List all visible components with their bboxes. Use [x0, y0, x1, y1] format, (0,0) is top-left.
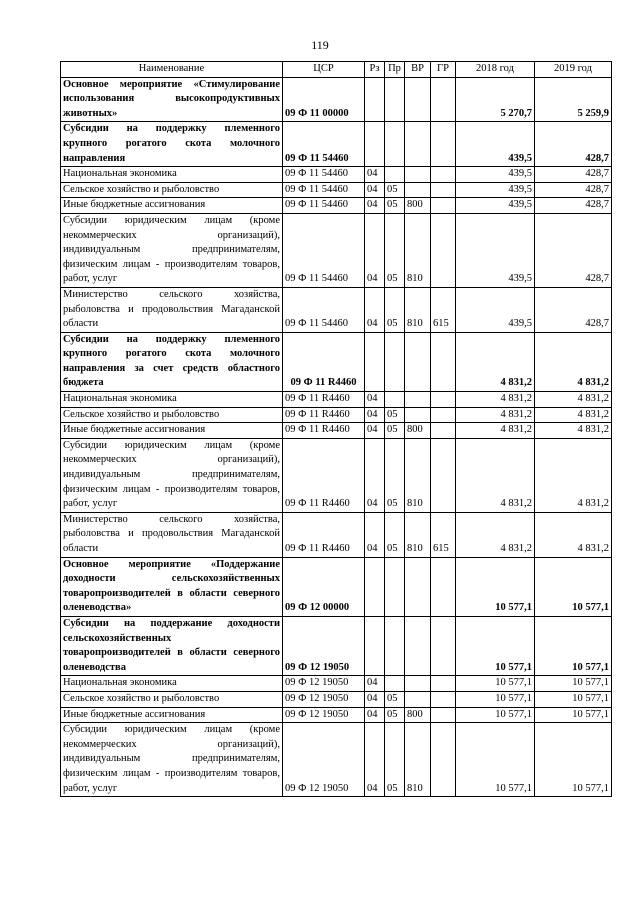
cell-rz: 04 — [365, 198, 385, 214]
cell-csr: 09 Ф 11 54460 — [283, 287, 365, 332]
cell-pr — [385, 676, 405, 692]
cell-gr — [431, 438, 456, 512]
cell-csr: 09 Ф 12 19050 — [283, 616, 365, 675]
cell-pr — [385, 616, 405, 675]
cell-csr: 09 Ф 11 54460 — [283, 198, 365, 214]
table-row — [61, 512, 612, 557]
cell-rz: 04 — [365, 691, 385, 707]
cell-rz: 04 — [365, 392, 385, 408]
table-row — [61, 676, 612, 692]
cell-csr: 09 Ф 11 54460 — [283, 182, 365, 198]
cell-pr — [385, 167, 405, 183]
header-gr: ГР — [431, 62, 456, 78]
cell-name: Субсидии на поддержание доходности сельскохозяйственных товаропроизводителей в области северного оленеводства — [61, 616, 283, 675]
cell-rz: 04 — [365, 512, 385, 557]
cell-rz — [365, 557, 385, 616]
table-row — [61, 407, 612, 423]
cell-2018: 4 831,2 — [456, 392, 535, 408]
cell-gr — [431, 423, 456, 439]
cell-name: Национальная экономика — [61, 676, 283, 692]
table-row — [61, 332, 612, 391]
cell-rz — [365, 332, 385, 391]
cell-name: Основное мероприятие «Стимулирование использования высокопродуктивных животных» — [61, 77, 283, 122]
cell-vr — [405, 77, 431, 122]
cell-pr: 05 — [385, 182, 405, 198]
cell-2018: 439,5 — [456, 198, 535, 214]
cell-gr — [431, 182, 456, 198]
cell-gr — [431, 392, 456, 408]
table-header-row — [61, 62, 612, 78]
cell-2019: 428,7 — [535, 213, 612, 287]
cell-gr — [431, 407, 456, 423]
table-row — [61, 287, 612, 332]
cell-2019: 10 577,1 — [535, 557, 612, 616]
budget-table — [60, 61, 612, 797]
cell-vr — [405, 616, 431, 675]
cell-csr: 09 Ф 11 54460 — [283, 122, 365, 167]
cell-name: Основное мероприятие «Поддержание доходности сельскохозяйственных товаропроизводителей в области северного оленеводства» — [61, 557, 283, 616]
table-row — [61, 616, 612, 675]
cell-name: Сельское хозяйство и рыболовство — [61, 182, 283, 198]
cell-rz: 04 — [365, 676, 385, 692]
cell-2019: 10 577,1 — [535, 616, 612, 675]
cell-rz: 04 — [365, 213, 385, 287]
table-row — [61, 707, 612, 723]
table-row — [61, 423, 612, 439]
cell-gr — [431, 122, 456, 167]
cell-pr: 05 — [385, 707, 405, 723]
cell-2018: 10 577,1 — [456, 676, 535, 692]
cell-vr — [405, 332, 431, 391]
cell-2019: 428,7 — [535, 167, 612, 183]
cell-csr: 09 Ф 12 00000 — [283, 557, 365, 616]
cell-gr: 615 — [431, 512, 456, 557]
cell-csr: 09 Ф 12 19050 — [283, 691, 365, 707]
table-row — [61, 438, 612, 512]
cell-rz: 04 — [365, 407, 385, 423]
table-row — [61, 723, 612, 797]
cell-gr — [431, 616, 456, 675]
cell-name: Национальная экономика — [61, 167, 283, 183]
cell-2018: 4 831,2 — [456, 512, 535, 557]
cell-pr — [385, 332, 405, 391]
cell-vr: 800 — [405, 198, 431, 214]
cell-2019: 4 831,2 — [535, 407, 612, 423]
cell-2018: 439,5 — [456, 213, 535, 287]
cell-name: Субсидии юридическим лицам (кроме некоммерческих организаций), индивидуальным предпринимателям, физическим лицам - производителям товаров, работ, услуг — [61, 723, 283, 797]
cell-name: Национальная экономика — [61, 392, 283, 408]
cell-pr: 05 — [385, 407, 405, 423]
cell-2018: 10 577,1 — [456, 616, 535, 675]
cell-rz: 04 — [365, 423, 385, 439]
table-row — [61, 182, 612, 198]
cell-gr: 615 — [431, 287, 456, 332]
cell-gr — [431, 198, 456, 214]
cell-csr: 09 Ф 11 R4460 — [283, 438, 365, 512]
cell-2018: 439,5 — [456, 122, 535, 167]
cell-2019: 428,7 — [535, 182, 612, 198]
cell-csr: 09 Ф 11 54460 — [283, 213, 365, 287]
cell-2019: 4 831,2 — [535, 423, 612, 439]
cell-vr — [405, 676, 431, 692]
cell-csr: 09 Ф 11 R4460 — [283, 407, 365, 423]
table-row — [61, 392, 612, 408]
header-vr: ВР — [405, 62, 431, 78]
cell-pr — [385, 122, 405, 167]
cell-csr: 09 Ф 11 R4460 — [283, 512, 365, 557]
cell-rz — [365, 122, 385, 167]
cell-2018: 10 577,1 — [456, 691, 535, 707]
cell-2019: 428,7 — [535, 122, 612, 167]
table-row — [61, 77, 612, 122]
cell-csr: 09 Ф 12 19050 — [283, 723, 365, 797]
cell-pr: 05 — [385, 723, 405, 797]
cell-gr — [431, 707, 456, 723]
cell-vr: 800 — [405, 707, 431, 723]
cell-gr — [431, 691, 456, 707]
cell-2019: 10 577,1 — [535, 707, 612, 723]
table-row — [61, 557, 612, 616]
cell-pr — [385, 392, 405, 408]
cell-rz: 04 — [365, 287, 385, 332]
cell-2019: 10 577,1 — [535, 676, 612, 692]
cell-name: Иные бюджетные ассигнования — [61, 707, 283, 723]
cell-vr: 800 — [405, 423, 431, 439]
page-number: 119 — [311, 38, 329, 52]
cell-pr — [385, 77, 405, 122]
cell-2019: 4 831,2 — [535, 438, 612, 512]
table-row — [61, 198, 612, 214]
header-2019: 2019 год — [535, 62, 612, 78]
cell-pr: 05 — [385, 438, 405, 512]
cell-2018: 5 270,7 — [456, 77, 535, 122]
table-row — [61, 213, 612, 287]
cell-pr: 05 — [385, 287, 405, 332]
cell-name: Субсидии юридическим лицам (кроме некоммерческих организаций), индивидуальным предпринимателям, физическим лицам - производителям товаров, работ, услуг — [61, 438, 283, 512]
cell-gr — [431, 77, 456, 122]
header-rz: Рз — [365, 62, 385, 78]
cell-csr: 09 Ф 11 R4460 — [283, 332, 365, 391]
cell-pr: 05 — [385, 691, 405, 707]
cell-name: Министерство сельского хозяйства, рыболовства и продовольствия Магаданской области — [61, 287, 283, 332]
cell-csr: 09 Ф 12 19050 — [283, 676, 365, 692]
cell-pr: 05 — [385, 423, 405, 439]
cell-csr: 09 Ф 11 00000 — [283, 77, 365, 122]
cell-vr — [405, 182, 431, 198]
cell-name: Сельское хозяйство и рыболовство — [61, 407, 283, 423]
header-pr: Пр — [385, 62, 405, 78]
cell-rz: 04 — [365, 182, 385, 198]
cell-rz: 04 — [365, 707, 385, 723]
cell-pr — [385, 557, 405, 616]
cell-gr — [431, 723, 456, 797]
cell-2018: 10 577,1 — [456, 707, 535, 723]
cell-name: Министерство сельского хозяйства, рыболовства и продовольствия Магаданской области — [61, 512, 283, 557]
cell-name: Субсидии на поддержку племенного крупного рогатого скота молочного направления за счет средств областного бюджета — [61, 332, 283, 391]
cell-pr: 05 — [385, 213, 405, 287]
cell-vr — [405, 167, 431, 183]
cell-gr — [431, 557, 456, 616]
cell-csr: 09 Ф 11 R4460 — [283, 423, 365, 439]
cell-2018: 4 831,2 — [456, 407, 535, 423]
cell-vr: 810 — [405, 213, 431, 287]
cell-name: Сельское хозяйство и рыболовство — [61, 691, 283, 707]
cell-gr — [431, 167, 456, 183]
cell-name: Субсидии на поддержку племенного крупного рогатого скота молочного направления — [61, 122, 283, 167]
cell-pr: 05 — [385, 198, 405, 214]
cell-vr — [405, 392, 431, 408]
cell-csr: 09 Ф 12 19050 — [283, 707, 365, 723]
cell-vr: 810 — [405, 438, 431, 512]
cell-csr: 09 Ф 11 54460 — [283, 167, 365, 183]
cell-vr: 810 — [405, 287, 431, 332]
table-body — [61, 77, 612, 797]
cell-2019: 428,7 — [535, 287, 612, 332]
cell-vr — [405, 557, 431, 616]
cell-rz — [365, 77, 385, 122]
cell-rz: 04 — [365, 167, 385, 183]
cell-2018: 10 577,1 — [456, 723, 535, 797]
cell-2018: 439,5 — [456, 167, 535, 183]
cell-name: Иные бюджетные ассигнования — [61, 423, 283, 439]
cell-name: Иные бюджетные ассигнования — [61, 198, 283, 214]
cell-2019: 10 577,1 — [535, 691, 612, 707]
cell-gr — [431, 213, 456, 287]
cell-2019: 4 831,2 — [535, 332, 612, 391]
cell-vr — [405, 122, 431, 167]
cell-rz — [365, 616, 385, 675]
cell-gr — [431, 332, 456, 391]
header-name: Наименование — [61, 62, 283, 78]
cell-2018: 439,5 — [456, 182, 535, 198]
cell-2018: 4 831,2 — [456, 423, 535, 439]
cell-csr: 09 Ф 11 R4460 — [283, 392, 365, 408]
cell-vr — [405, 691, 431, 707]
cell-rz: 04 — [365, 723, 385, 797]
cell-vr: 810 — [405, 512, 431, 557]
header-csr: ЦСР — [283, 62, 365, 78]
table-row — [61, 122, 612, 167]
table-row — [61, 691, 612, 707]
cell-2018: 4 831,2 — [456, 438, 535, 512]
cell-2019: 10 577,1 — [535, 723, 612, 797]
cell-rz: 04 — [365, 438, 385, 512]
cell-2019: 428,7 — [535, 198, 612, 214]
cell-2018: 4 831,2 — [456, 332, 535, 391]
cell-2018: 10 577,1 — [456, 557, 535, 616]
cell-2019: 4 831,2 — [535, 392, 612, 408]
cell-name: Субсидии юридическим лицам (кроме некоммерческих организаций), индивидуальным предпринимателям, физическим лицам - производителям товаров, работ, услуг — [61, 213, 283, 287]
cell-vr — [405, 407, 431, 423]
table-row — [61, 167, 612, 183]
cell-2019: 5 259,9 — [535, 77, 612, 122]
cell-2019: 4 831,2 — [535, 512, 612, 557]
cell-pr: 05 — [385, 512, 405, 557]
cell-2018: 439,5 — [456, 287, 535, 332]
header-2018: 2018 год — [456, 62, 535, 78]
cell-gr — [431, 676, 456, 692]
cell-vr: 810 — [405, 723, 431, 797]
